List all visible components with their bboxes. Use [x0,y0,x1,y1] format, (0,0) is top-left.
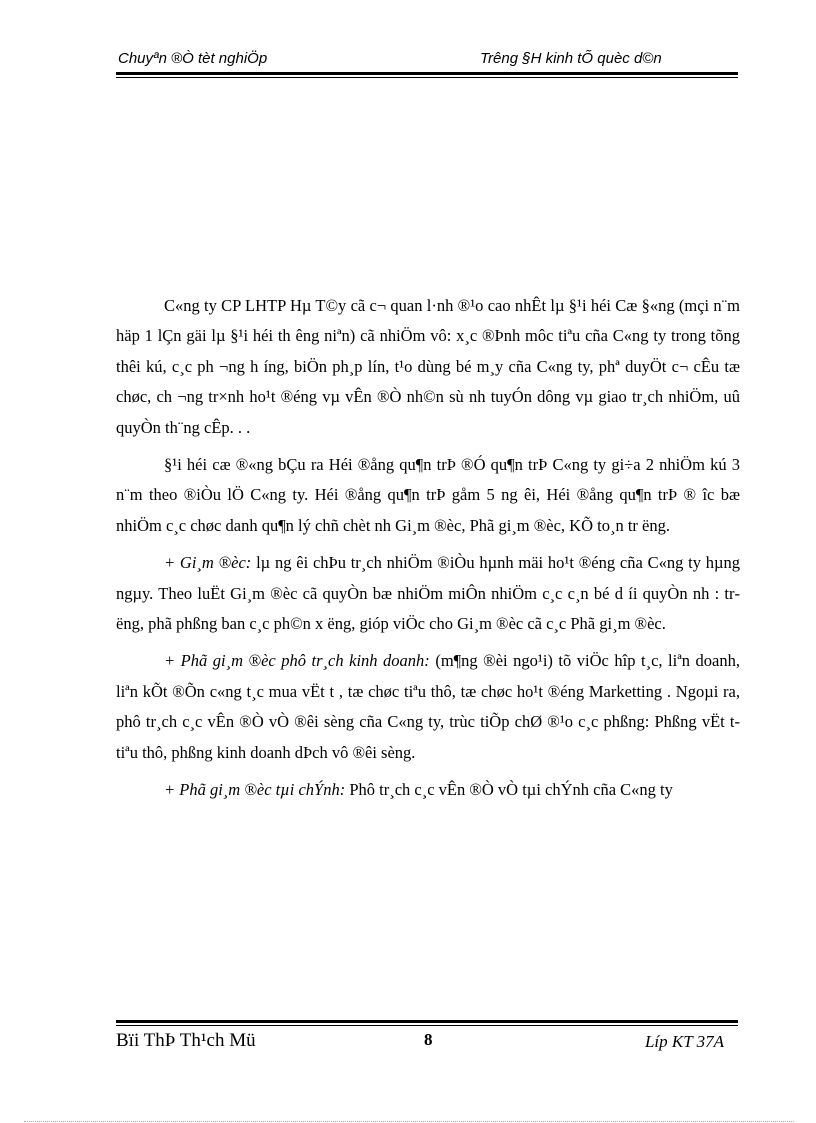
footer-author: Bïi ThÞ Th¹ch Mü [116,1030,256,1051]
paragraph-text: lµ ng êi chÞu tr¸ch nhiÖm ®iÒu hµnh mäi ho¹t ®éng cña C«ng ty hµng ngµy. Theo luËt Gi¸m ®èc cã quyÒn bæ nhiÖm miÔn nhiÖm c¸c c¸n bé d íi quyÒn nh : tr ëng, phã phßng ban c¸c ph©n x ëng, gióp viÖc cho Gi¸m ®èc cã c¸c Phã gi¸m ®èc. [116,553,740,634]
paragraph-label: + Phã gi¸m ®èc tµi chÝnh: [164,780,346,800]
header-university: Trêng §H kinh tÕ quèc d©n [480,50,662,67]
paragraph-text: §¹i héi cæ ®«ng bÇu ra Héi ®ång qu¶n trÞ ®Ó qu¶n trÞ C«ng ty gi÷a 2 nhiÖm kú 3 n¨m theo ®iÒu lÖ C«ng ty. Héi ®ång qu¶n trÞ gåm 5 ng êi, Héi ®ång qu¶n trÞ ® îc bæ nhiÖm c¸c chøc danh qu¶n lý chñ chèt nh Gi¸m ®èc, Phã gi¸m ®èc, KÕ to¸n tr ëng. [116,455,740,535]
paragraph-deputy-business [116,646,740,768]
paragraph-text: C«ng ty CP LHTP Hµ T©y cã c¬ quan l·nh ®¹o cao nhÊt lµ §¹i héi Cæ §«ng (mçi n¨m häp 1 lÇn gäi lµ §¹i héi th êng niªn) cã nhiÖm vô: x¸c ®Þnh môc tiªu cña C«ng ty trong tõng thêi kú, c¸c ph ¬ng h íng, biÖn ph¸p lín, t¹o dùng bé m¸y cña C«ng ty, phª duyÖt c¬ cÊu tæ chøc, ch ¬ng tr×nh ho¹t ®éng vµ vÊn ®Ò nh©n sù nh tuyÓn dông vµ giao tr¸ch nhiÖm, uû quyÒn th¨ng cÊp. . . [116,296,740,437]
paragraph-board [116,450,740,541]
header-thesis-title: Chuyªn ®Ò tèt nghiÖp [118,50,268,67]
paragraph-general-meeting [116,291,740,443]
paragraph-label: + Gi¸m ®èc: [164,553,252,573]
paragraph-text: (m¶ng ®èi ngo¹i) tõ viÖc hîp t¸c, liªn doanh, liªn kÕt ®Õn c«ng t¸c mua vËt t , tæ chøc tiªu thô, tæ chøc ho¹t ®éng Marketting . Ngoµi ra, phô tr¸ch c¸c vÊn ®Ò vÒ ®êi sèng cña C«ng ty, trùc tiÕp chØ ®¹o c¸c phßng: Phßng vËt t tiªu thô, phßng kinh doanh dÞch vô ®êi sèng. [116,651,740,762]
footer-class: Líp KT 37A [644,1032,724,1051]
header-rule-thin [116,77,738,78]
paragraph-deputy-finance [116,775,740,805]
page-header [116,48,738,70]
header-rule-thick [116,72,738,75]
paragraph-text: Phô tr¸ch c¸c vÊn ®Ò vÒ tµi chÝnh cña C«ng ty [345,780,673,800]
footer-rule-thin [116,1025,738,1026]
paragraph-label: + Phã gi¸m ®èc phô tr¸ch kinh doanh: [164,651,430,671]
page-number: 8 [424,1030,433,1049]
paragraph-director [116,548,740,639]
footer-rule-thick [116,1020,738,1023]
page-edge-dotted-line [24,1121,794,1122]
body-text [116,291,740,813]
page-footer [116,1030,738,1056]
